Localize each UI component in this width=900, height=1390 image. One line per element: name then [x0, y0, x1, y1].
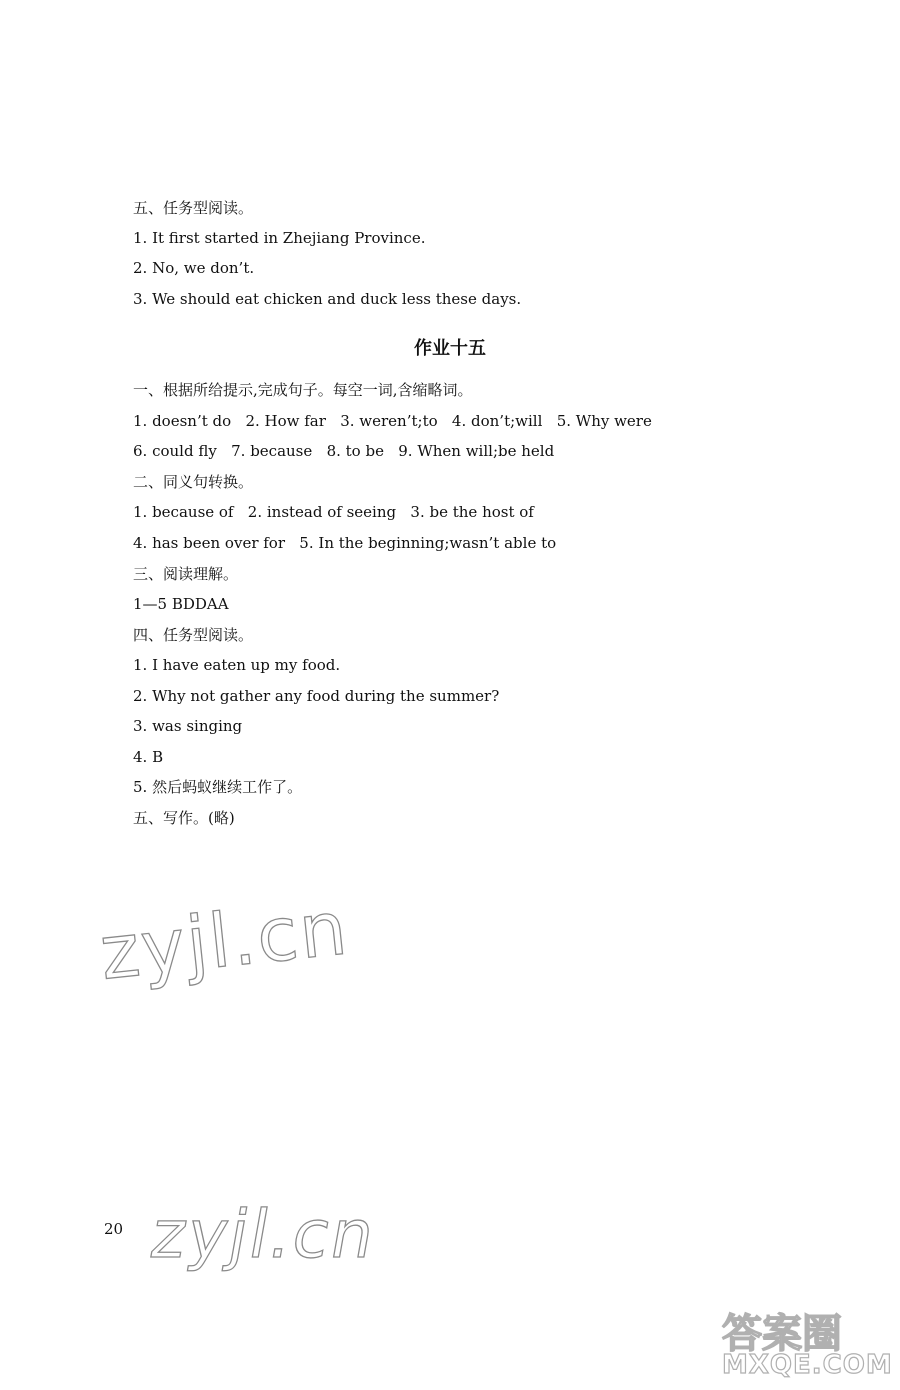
- corner-watermark-top: 答案圈: [722, 1311, 842, 1357]
- part-3-heading: 三、阅读理解。: [133, 565, 239, 583]
- answer-line: 2. No, we don’t.: [133, 259, 255, 277]
- answer-line: 1. doesn’t do 2. How far 3. weren’t;to 4. don’t;will 5. Why were: [133, 412, 652, 430]
- part-2-heading: 二、同义句转换。: [133, 473, 254, 491]
- assignment-title: 作业十五: [414, 338, 486, 359]
- answer-line: 1. because of 2. instead of seeing 3. be the host of: [133, 503, 534, 521]
- answer-line: 2. Why not gather any food during the summer?: [133, 687, 500, 705]
- corner-watermark-logo: [722, 1302, 892, 1384]
- part-5-heading: 五、写作。(略): [133, 809, 235, 827]
- part-4-heading: 四、任务型阅读。: [133, 626, 254, 644]
- answer-line: 5. 然后蚂蚁继续工作了。: [133, 778, 303, 796]
- answer-line: 3. We should eat chicken and duck less these days.: [133, 290, 522, 308]
- answer-line: 6. could fly 7. because 8. to be 9. When will;be held: [133, 442, 555, 460]
- part-1-heading: 一、根据所给提示,完成句子。每空一词,含缩略词。: [133, 381, 473, 399]
- watermark-footer: zyjl.cn: [145, 1196, 383, 1273]
- answer-line: 3. was singing: [133, 717, 243, 735]
- page-number: 20: [104, 1220, 124, 1238]
- answer-line: 1—5 BDDAA: [133, 595, 229, 613]
- watermark-main: zyjl.cn: [96, 885, 353, 997]
- answer-line: 1. It first started in Zhejiang Province.: [133, 229, 426, 247]
- answer-line: 1. I have eaten up my food.: [133, 656, 341, 674]
- corner-watermark-bottom: MXQE.COM: [722, 1350, 893, 1380]
- section-5-heading: 五、任务型阅读。: [133, 199, 254, 217]
- answer-line: 4. has been over for 5. In the beginning;wasn’t able to: [133, 534, 557, 552]
- answer-line: 4. B: [133, 748, 164, 766]
